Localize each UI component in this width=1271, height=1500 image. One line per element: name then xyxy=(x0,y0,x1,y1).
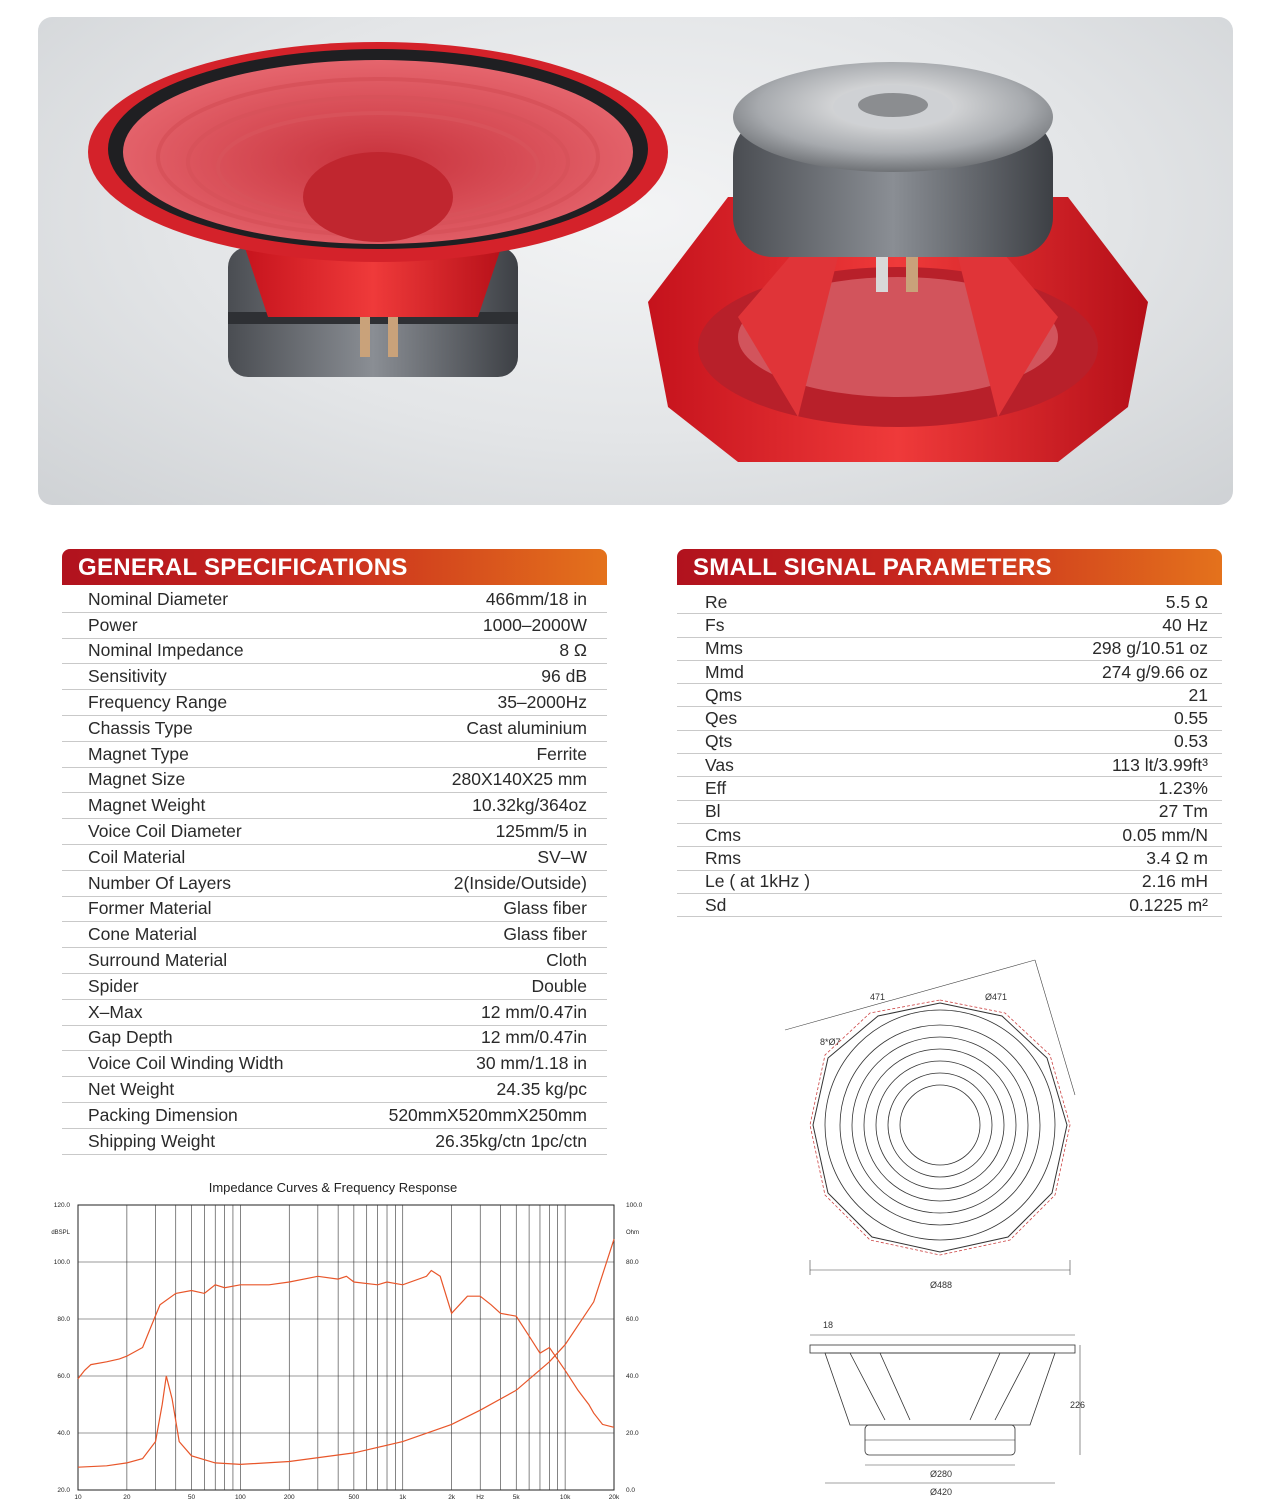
general-spec-value: Glass fiber xyxy=(503,898,587,919)
small-signal-value: 298 g/10.51 oz xyxy=(1092,638,1208,659)
small-signal-label: Re xyxy=(705,591,728,612)
general-spec-value: 2(Inside/Outside) xyxy=(453,872,587,893)
chart-title: Impedance Curves & Frequency Response xyxy=(208,1180,458,1195)
dim-420: Ø420 xyxy=(930,1487,953,1497)
general-spec-label: Voice Coil Diameter xyxy=(88,821,242,842)
top-view-drawing xyxy=(785,960,1075,1290)
small-signal-label: Fs xyxy=(705,614,725,635)
small-signal-row xyxy=(677,731,1222,754)
small-signal-row xyxy=(677,591,1222,614)
left-y-tick-label: 80.0 xyxy=(57,1316,70,1323)
general-spec-label: Former Material xyxy=(88,898,212,919)
frequency-response-line xyxy=(78,1271,614,1428)
small-signal-row xyxy=(677,707,1222,730)
general-spec-value: 12 mm/0.47in xyxy=(480,1027,587,1048)
small-signal-label: Sd xyxy=(705,894,727,915)
general-spec-label: Cone Material xyxy=(88,924,197,945)
small-signal-label: Qts xyxy=(705,731,733,752)
left-y-tick-label: 120.0 xyxy=(53,1202,70,1209)
small-signal-value: 0.1225 m² xyxy=(1129,894,1208,915)
small-signal-value: 0.05 mm/N xyxy=(1122,824,1208,845)
general-spec-label: Sensitivity xyxy=(88,666,167,687)
x-tick-label: 500 xyxy=(348,1494,360,1500)
small-signal-row xyxy=(677,801,1222,824)
general-spec-value: Double xyxy=(531,975,587,996)
general-spec-value: SV–W xyxy=(537,846,587,867)
small-signal-label: Eff xyxy=(705,778,727,799)
general-spec-row xyxy=(62,871,607,897)
dim-8x7: 8*Ø7 xyxy=(820,1037,841,1047)
general-spec-label: Nominal Diameter xyxy=(88,588,229,609)
x-tick-label: 5k xyxy=(512,1494,520,1500)
speaker-rear-image xyxy=(648,62,1148,462)
general-spec-row xyxy=(62,639,607,665)
x-unit-label: Hz xyxy=(476,1494,485,1500)
left-y-tick-label: 60.0 xyxy=(57,1373,70,1380)
small-signal-value: 3.4 Ω m xyxy=(1146,847,1208,868)
small-signal-label: Le ( at 1kHz ) xyxy=(705,871,811,892)
x-tick-label: 20k xyxy=(608,1494,620,1500)
small-signal-value: 1.23% xyxy=(1158,778,1208,799)
general-spec-value: Cloth xyxy=(546,950,587,971)
dim-18: 18 xyxy=(823,1320,834,1330)
right-y-tick-label: 40.0 xyxy=(626,1373,639,1380)
x-tick-label: 10 xyxy=(74,1494,82,1500)
product-photo-panel xyxy=(38,17,1233,505)
dimension-drawing xyxy=(770,955,1100,1500)
x-tick-label: 100 xyxy=(234,1494,246,1500)
small-signal-value: 21 xyxy=(1188,684,1208,705)
left-y-tick-label: 20.0 xyxy=(57,1487,70,1494)
small-signal-row xyxy=(677,684,1222,707)
small-signal-row xyxy=(677,661,1222,684)
general-spec-value: Glass fiber xyxy=(503,924,587,945)
right-axis-label: Ohm xyxy=(626,1230,640,1236)
general-spec-label: Spider xyxy=(88,975,139,996)
general-spec-label: Shipping Weight xyxy=(88,1130,216,1151)
general-spec-row xyxy=(62,922,607,948)
general-spec-row xyxy=(62,845,607,871)
x-tick-label: 10k xyxy=(559,1494,571,1500)
general-spec-row xyxy=(62,1077,607,1103)
general-spec-row xyxy=(62,690,607,716)
general-spec-row xyxy=(62,664,607,690)
general-spec-value: 12 mm/0.47in xyxy=(480,1001,587,1022)
general-spec-row xyxy=(62,742,607,768)
general-spec-row xyxy=(62,1129,607,1155)
x-tick-label: 1k xyxy=(399,1494,407,1500)
small-signal-value: 27 Tm xyxy=(1158,801,1208,822)
x-tick-label: 20 xyxy=(123,1494,131,1500)
general-spec-label: Magnet Size xyxy=(88,769,186,790)
small-signal-row xyxy=(677,894,1222,917)
dim-488: Ø488 xyxy=(930,1280,953,1290)
dim-280: Ø280 xyxy=(930,1469,953,1479)
general-spec-value: 10.32kg/364oz xyxy=(472,795,587,816)
general-specifications-title: GENERAL SPECIFICATIONS xyxy=(78,554,408,581)
general-spec-row xyxy=(62,948,607,974)
general-spec-row xyxy=(62,1103,607,1129)
small-signal-row xyxy=(677,871,1222,894)
small-signal-value: 274 g/9.66 oz xyxy=(1101,661,1208,682)
small-signal-label: Cms xyxy=(705,824,741,845)
general-spec-label: Gap Depth xyxy=(88,1027,173,1048)
plot-frame xyxy=(78,1205,614,1490)
dim-226: 226 xyxy=(1070,1400,1086,1410)
right-y-tick-label: 20.0 xyxy=(626,1430,639,1437)
general-specifications-header xyxy=(62,549,607,585)
small-signal-value: 0.55 xyxy=(1173,708,1208,729)
general-spec-label: Packing Dimension xyxy=(88,1104,238,1125)
general-spec-value: 280X140X25 mm xyxy=(451,769,587,790)
general-spec-label: Net Weight xyxy=(88,1079,175,1100)
dim-471-dia: Ø471 xyxy=(985,992,1008,1002)
general-spec-value: 125mm/5 in xyxy=(495,821,587,842)
general-spec-label: Magnet Weight xyxy=(88,795,206,816)
dim-471-left: 471 xyxy=(870,992,886,1002)
general-spec-label: Number Of Layers xyxy=(88,872,231,893)
small-signal-label: Bl xyxy=(705,801,721,822)
general-spec-value: 1000–2000W xyxy=(482,614,587,635)
general-spec-value: 466mm/18 in xyxy=(485,588,587,609)
small-signal-value: 0.53 xyxy=(1173,731,1208,752)
small-signal-label: Vas xyxy=(705,754,734,775)
right-y-tick-label: 60.0 xyxy=(626,1316,639,1323)
general-spec-label: Magnet Type xyxy=(88,743,189,764)
general-spec-row xyxy=(62,768,607,794)
x-tick-label: 50 xyxy=(187,1494,196,1500)
small-signal-label: Qms xyxy=(705,684,742,705)
small-signal-row xyxy=(677,777,1222,800)
general-spec-label: Chassis Type xyxy=(88,717,193,738)
small-signal-value: 2.16 mH xyxy=(1141,871,1208,892)
small-signal-label: Mms xyxy=(705,638,743,659)
right-y-tick-label: 0.0 xyxy=(626,1487,636,1494)
small-signal-value: 40 Hz xyxy=(1162,614,1208,635)
speaker-photos xyxy=(38,17,1233,505)
right-y-tick-label: 100.0 xyxy=(626,1202,643,1209)
general-spec-row xyxy=(62,819,607,845)
speaker-front-image xyxy=(88,42,668,377)
impedance-frequency-chart xyxy=(48,1195,658,1500)
general-spec-row xyxy=(62,793,607,819)
general-spec-value: Cast aluminium xyxy=(466,717,587,738)
general-spec-value: Ferrite xyxy=(536,743,587,764)
general-spec-value: 8 Ω xyxy=(559,640,587,661)
small-signal-value: 113 lt/3.99ft³ xyxy=(1112,754,1208,775)
left-y-tick-label: 100.0 xyxy=(53,1259,70,1266)
general-spec-value: 26.35kg/ctn 1pc/ctn xyxy=(435,1130,587,1151)
small-signal-row xyxy=(677,847,1222,870)
small-signal-value: 5.5 Ω xyxy=(1165,591,1208,612)
small-signal-label: Mmd xyxy=(705,661,744,682)
general-spec-value: 24.35 kg/pc xyxy=(496,1079,587,1100)
general-spec-row xyxy=(62,587,607,613)
small-signal-row xyxy=(677,754,1222,777)
small-signal-row xyxy=(677,614,1222,637)
small-signal-parameters-title: SMALL SIGNAL PARAMETERS xyxy=(693,554,1052,581)
general-spec-label: Surround Material xyxy=(88,950,228,971)
general-spec-row xyxy=(62,974,607,1000)
general-spec-row xyxy=(62,613,607,639)
small-signal-parameters-header xyxy=(677,549,1222,585)
general-spec-label: Frequency Range xyxy=(88,692,228,713)
left-axis-label: dBSPL xyxy=(51,1230,70,1236)
general-spec-row xyxy=(62,1051,607,1077)
general-spec-label: Voice Coil Winding Width xyxy=(88,1053,284,1074)
general-specifications-table xyxy=(62,587,607,1155)
right-y-tick-label: 80.0 xyxy=(626,1259,639,1266)
left-y-tick-label: 40.0 xyxy=(57,1430,70,1437)
general-spec-row xyxy=(62,897,607,923)
general-spec-row xyxy=(62,716,607,742)
side-view-drawing xyxy=(810,1320,1085,1497)
general-spec-label: Coil Material xyxy=(88,846,186,867)
general-spec-label: Power xyxy=(88,614,138,635)
general-spec-label: Nominal Impedance xyxy=(88,640,244,661)
small-signal-parameters-table xyxy=(677,591,1222,917)
small-signal-row xyxy=(677,638,1222,661)
general-spec-value: 30 mm/1.18 in xyxy=(476,1053,587,1074)
general-spec-label: X–Max xyxy=(88,1001,143,1022)
general-spec-row xyxy=(62,1000,607,1026)
general-spec-row xyxy=(62,1026,607,1052)
small-signal-label: Rms xyxy=(705,847,741,868)
x-tick-label: 2k xyxy=(448,1494,456,1500)
small-signal-label: Qes xyxy=(705,708,738,729)
general-spec-value: 96 dB xyxy=(541,666,587,687)
x-tick-label: 200 xyxy=(283,1494,295,1500)
general-spec-value: 35–2000Hz xyxy=(497,692,587,713)
small-signal-row xyxy=(677,824,1222,847)
general-spec-value: 520mmX520mmX250mm xyxy=(388,1104,587,1125)
